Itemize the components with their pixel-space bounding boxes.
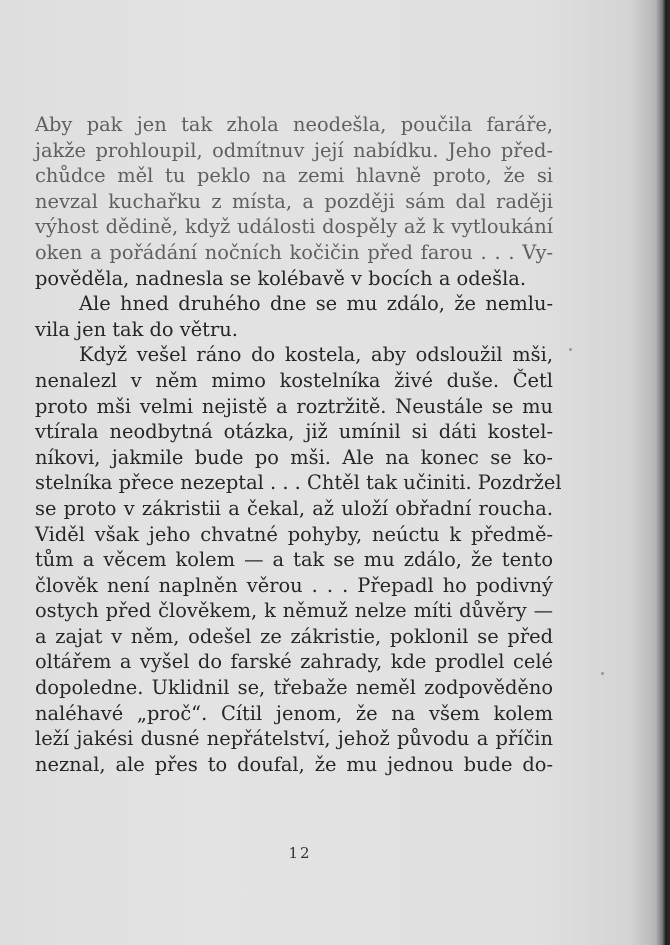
text-line: tům a věcem kolem — a tak se mu zdálo, že tento [35, 548, 553, 572]
body-text [35, 112, 562, 777]
text-line: Když vešel ráno do kostela, aby odsloužil mši, [79, 343, 553, 367]
text-line: neznal, ale přes to doufal, že mu jednou bude do- [35, 752, 553, 776]
text-line: vtírala neodbytná otázka, již umínil si dáti kostel- [35, 420, 553, 444]
text-line: níkovi, jakmile bude po mši. Ale na konec se ko- [35, 445, 553, 469]
text-line: naléhavé „proč“. Cítil jenom, že na všem kolem [35, 701, 553, 725]
text-line: Viděl však jeho chvatné pohyby, neúctu k předmě- [35, 522, 553, 546]
text-line: chůdce měl tu peklo na zemi hlavně proto, že si [35, 164, 553, 188]
text-line: leží jakési dusné nepřátelství, jehož původu a příčin [35, 727, 553, 751]
text-line: oken a pořádání nočních kočičin před farou . . . Vy- [35, 240, 553, 264]
text-line: nevzal kuchařku z místa, a později sám dal raději [35, 189, 553, 213]
text-line: výhost dědině, když události dospěly až k vytloukání [35, 215, 553, 239]
text-line: nenalezl v něm mimo kostelníka živé duše. Četl [35, 368, 553, 392]
text-line: proto mši velmi nejistě a roztržitě. Neustále se mu [35, 394, 553, 418]
text-line: ostych před člověkem, k němuž nelze míti důvěry — [35, 599, 553, 623]
text-line: pověděla, nadnesla se kolébavě v bocích a odešla. [35, 266, 526, 290]
text-line: vila jen tak do větru. [35, 317, 238, 341]
text-line: a zajat v něm, odešel ze zákristie, poklonil se před [35, 624, 553, 648]
text-line: člověk není naplněn věrou . . . Přepadl ho podivný [35, 573, 553, 597]
text-line: Ale hned druhého dne se mu zdálo, že nemlu- [79, 292, 553, 316]
text-line: stelníka přece nezeptal . . . Chtěl tak učiniti. Pozdržel [35, 471, 562, 495]
book-spine-edge [656, 0, 670, 945]
text-line: se proto v zákristii a čekal, až uloží obřadní roucha. [35, 496, 553, 520]
paper-speck [569, 348, 572, 351]
text-line: Aby pak jen tak zhola neodešla, poučila faráře, [35, 113, 553, 136]
text-line: dopoledne. Uklidnil se, třebaže neměl zodpověděno [35, 676, 553, 700]
paper-speck [601, 672, 604, 675]
text-line: oltářem a vyšel do farské zahrady, kde prodlel celé [35, 650, 553, 674]
text-line: jakže prohloupil, odmítnuv její nabídku. Jeho před- [35, 138, 553, 162]
page-number: 12 [288, 844, 312, 862]
